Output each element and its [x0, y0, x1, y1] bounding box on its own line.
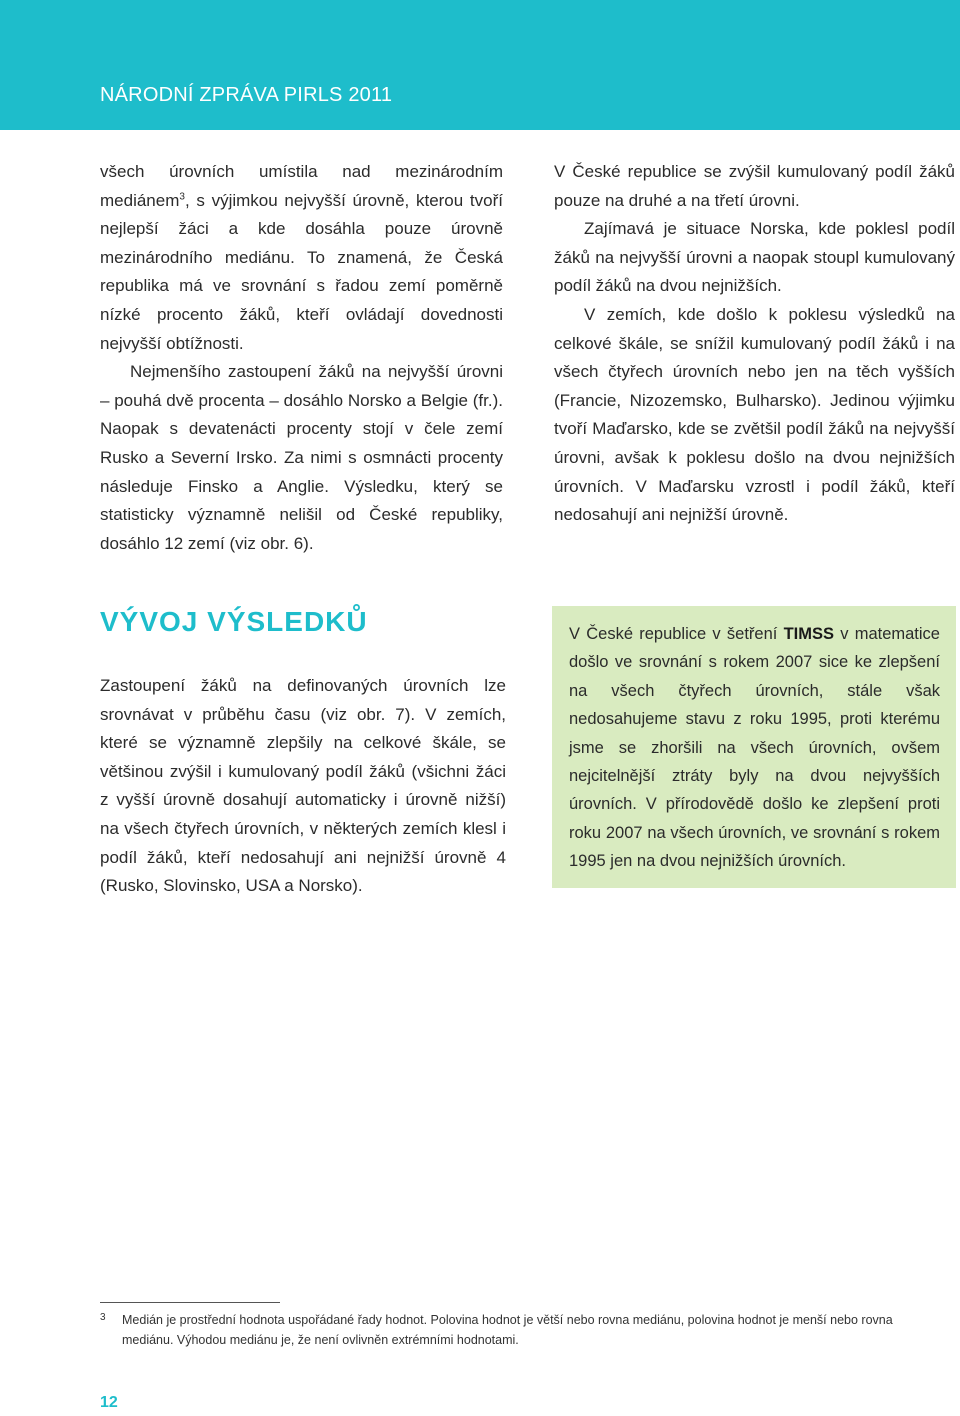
info-box-paragraph: [569, 620, 940, 876]
left-paragraph-2: Nejmenšího zastoupení žáků na nejvyšší úrovni – pouhá dvě procenta – dosáhlo Norsko a Belgie (fr.). Naopak s devatenácti procenty stojí v čele zemí Rusko a Severní Irsko. Za nimi s osmnácti procenty následuje Finsko a Anglie. Výsledku, který se statisticky významně nelišil od České republiky, dosáhlo 12 zemí (viz obr. 6).: [100, 362, 503, 553]
info-box-timss-label: TIMSS: [783, 625, 834, 643]
footnote: [100, 1310, 938, 1350]
right-column: [554, 158, 955, 530]
footnote-reference[interactable]: 3: [179, 190, 185, 202]
info-box-text-continued: v matematice došlo ve srovnání s rokem 2007 sice ke zlepšení na všech čtyřech úrovních, stále však nedosahujeme stavu z roku 1995, proti kterému jsme se zhoršili na všech úrovních, ovšem nejcitelnější ztráty byly na dvou nejvyšších úrovních. V přírodovědě došlo ke zlepšení proti roku 2007 na všech úrovních, ve srovnání s rokem 1995 jen na dvou nejnižších úrovních.: [569, 625, 940, 871]
right-paragraph-3: V zemích, kde došlo k poklesu výsledků na celkové škále, se snížil kumulovaný podíl žáků i na všech čtyřech úrovních nebo jen na těch vyšších (Francie, Nizozemsko, Bulharsko). Jedinou výjimku tvoří Maďarsko, kde se zvětšil podíl žáků na nejvyšší úrovni, avšak k poklesu došlo na dvou nejnižších úrovních. V Maďarsku vzrostl i podíl žáků, kteří nedosahují ani nejnižší úrovně.: [554, 304, 955, 525]
info-box-text: V České republice v šetření: [569, 625, 784, 643]
section-column: [100, 672, 506, 901]
left-p1-text: všech úrovních umístila nad mezinárodním mediánem: [100, 162, 503, 210]
right-paragraph-1: V České republice se zvýšil kumulovaný podíl žáků pouze na druhé a na třetí úrovni.: [554, 162, 955, 210]
left-p1-text-continued: , s výjimkou nejvyšší úrovně, kterou tvoří nejlepší žáci a kde dosáhla pouze úrovně mezinárodního mediánu. To znamená, že Česká republika má ve srovnání s řadou zemí poměrně nízké procento žáků, kteří ovládají dovednosti nejvyšší obtížnosti.: [100, 190, 503, 353]
running-header-title: NÁRODNÍ ZPRÁVA PIRLS 2011: [100, 84, 393, 106]
left-paragraph-1: [100, 158, 503, 358]
footnote-mark: 3: [100, 1312, 106, 1323]
right-paragraph-2: Zajímavá je situace Norska, kde poklesl podíl žáků na nejvyšší úrovni a naopak stoupl kumulovaný podíl žáků na dvou nejnižších.: [554, 219, 955, 296]
left-column: [100, 158, 503, 558]
footnote-text: Medián je prostřední hodnota uspořádané řady hodnot. Polovina hodnot je větší nebo rovna mediánu, polovina hodnot je menší nebo rovna mediánu. Výhodou mediánu je, že není ovlivněn extrémními hodnotami.: [122, 1313, 893, 1347]
header-band: [0, 0, 960, 130]
section-paragraph-1: Zastoupení žáků na definovaných úrovních lze srovnávat v průběhu času (viz obr. 7). V zemích, které se významně zlepšily na celkové škále, se většinou zvýšil i kumulovaný podíl žáků (všichni žáci z vyšší úrovně dosahují automaticky i úrovně nižší) na všech čtyřech úrovních, v některých zemích klesl i podíl žáků, kteří nedosahují ani nejnižší úrovně 4 (Rusko, Slovinsko, USA a Norsko).: [100, 676, 506, 896]
footnote-divider: [100, 1302, 280, 1303]
section-heading: VÝVOJ VÝSLEDKŮ: [100, 606, 368, 637]
page-number: 12: [100, 1394, 118, 1411]
timss-info-box: [552, 606, 956, 888]
